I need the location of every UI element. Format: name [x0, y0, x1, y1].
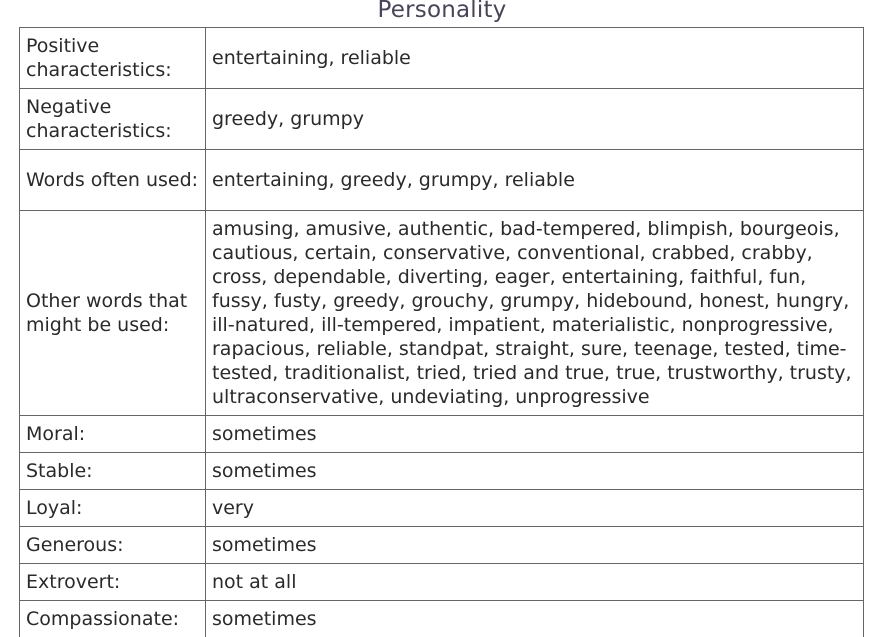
row-label: Extrovert:: [20, 564, 206, 601]
row-value: sometimes: [206, 416, 864, 453]
table-row: [20, 28, 864, 89]
table-row: [20, 527, 864, 564]
table-row: [20, 490, 864, 527]
row-label: Words often used:: [20, 150, 206, 211]
row-label: Stable:: [20, 453, 206, 490]
row-value: sometimes: [206, 453, 864, 490]
table-row: [20, 416, 864, 453]
row-value: amusing, amusive, authentic, bad-tempered, blimpish, bourgeois, cautious, certain, conservative, conventional, crabbed, crabby, cross, dependable, diverting, eager, entertaining, faithful, fun, fussy, fusty, greedy, grouchy, grumpy, hidebound, honest, hungry, ill-natured, ill-tempered, impatient, materialistic, nonprogressive, rapacious, reliable, standpat, straight, sure, teenage, tested, time-tested, traditionalist, tried, tried and true, true, trustworthy, trusty, ultraconservative, undeviating, unprogressive: [206, 211, 864, 416]
row-value: very: [206, 490, 864, 527]
table-row: [20, 601, 864, 637]
row-value: sometimes: [206, 601, 864, 637]
table-row: [20, 453, 864, 490]
row-label: Negative characteristics:: [20, 89, 206, 150]
section-title: Personality: [377, 0, 507, 23]
table-row: [20, 211, 864, 416]
row-value: sometimes: [206, 527, 864, 564]
table-row: [20, 564, 864, 601]
row-value: entertaining, reliable: [206, 28, 864, 89]
table-row: [20, 150, 864, 211]
row-label: Generous:: [20, 527, 206, 564]
row-label: Positive characteristics:: [20, 28, 206, 89]
row-label: Other words that might be used:: [20, 211, 206, 416]
row-label: Compassionate:: [20, 601, 206, 637]
row-label: Moral:: [20, 416, 206, 453]
row-value: greedy, grumpy: [206, 89, 864, 150]
row-value: entertaining, greedy, grumpy, reliable: [206, 150, 864, 211]
row-value: not at all: [206, 564, 864, 601]
table-row: [20, 89, 864, 150]
row-label: Loyal:: [20, 490, 206, 527]
personality-table: [19, 27, 864, 637]
